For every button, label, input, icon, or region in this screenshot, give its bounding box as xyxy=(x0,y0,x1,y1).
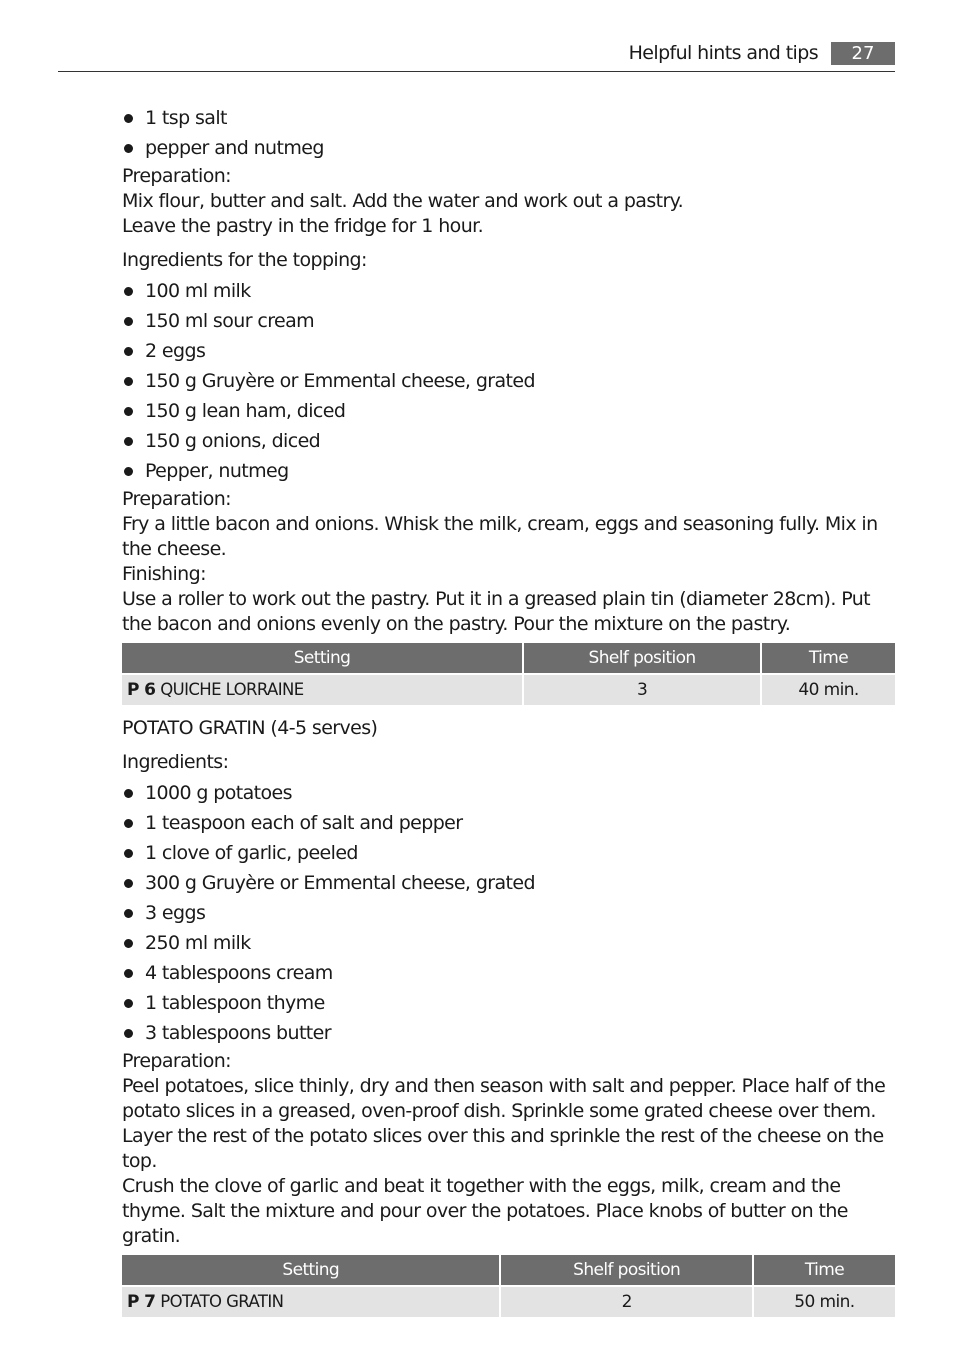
list-item: 2 eggs xyxy=(122,337,895,367)
table-header-time: Time xyxy=(754,1255,895,1285)
list-item: 250 ml milk xyxy=(122,929,895,959)
table-header-setting: Setting xyxy=(122,643,522,673)
shelf-cell: 3 xyxy=(524,675,760,705)
topping-preparation-label: Preparation: xyxy=(122,488,231,510)
program-name: POTATO GRATIN xyxy=(160,1292,284,1311)
gratin-preparation-text: Peel potatoes, slice thinly, dry and then season with salt and pepper. Place half of the potato slices in a greased, oven-proof dish. Sprinkle some grated cheese over them. Layer the rest of the potato slices over this and sprinkle the rest of the cheese on the top. xyxy=(122,1075,886,1172)
gratin-ingredients-label: Ingredients: xyxy=(122,751,229,773)
header-title: Helpful hints and tips xyxy=(628,42,818,64)
list-item: 1000 g potatoes xyxy=(122,779,895,809)
page-number: 27 xyxy=(831,42,895,65)
setting-cell xyxy=(122,1287,499,1317)
pastry-preparation-label: Preparation: xyxy=(122,165,231,187)
quiche-setting-table xyxy=(120,641,897,707)
finishing-text: Use a roller to work out the pastry. Put it in a greased plain tin (diameter 28cm). Put the bacon and onions evenly on the pastry. Pour the mixture on the pastry. xyxy=(122,588,871,635)
pastry-ingredient-list xyxy=(122,104,895,164)
list-item: 150 g lean ham, diced xyxy=(122,397,895,427)
topping-ingredient-list xyxy=(122,277,895,487)
page-header xyxy=(58,38,895,72)
pastry-preparation-line: Mix flour, butter and salt. Add the water and work out a pastry. xyxy=(122,190,684,212)
page-content xyxy=(122,104,895,1319)
shelf-cell: 2 xyxy=(501,1287,751,1317)
gratin-ingredient-list xyxy=(122,779,895,1049)
list-item: 150 ml sour cream xyxy=(122,307,895,337)
table-header-time: Time xyxy=(762,643,895,673)
list-item: 3 tablespoons butter xyxy=(122,1019,895,1049)
list-item: 300 g Gruyère or Emmental cheese, grated xyxy=(122,869,895,899)
list-item: 150 g Gruyère or Emmental cheese, grated xyxy=(122,367,895,397)
program-code: P 6 xyxy=(127,680,156,700)
gratin-title: POTATO GRATIN (4-5 serves) xyxy=(122,717,378,739)
program-name: QUICHE LORRAINE xyxy=(160,680,304,699)
list-item: 150 g onions, diced xyxy=(122,427,895,457)
topping-label: Ingredients for the topping: xyxy=(122,249,367,271)
list-item: 4 tablespoons cream xyxy=(122,959,895,989)
setting-cell xyxy=(122,675,522,705)
program-code: P 7 xyxy=(127,1292,156,1312)
table-header-shelf: Shelf position xyxy=(501,1255,751,1285)
list-item: 1 teaspoon each of salt and pepper xyxy=(122,809,895,839)
topping-preparation-text: Fry a little bacon and onions. Whisk the milk, cream, eggs and seasoning fully. Mix in the cheese. xyxy=(122,513,878,560)
table-header-setting: Setting xyxy=(122,1255,499,1285)
time-cell: 50 min. xyxy=(754,1287,895,1317)
gratin-setting-table xyxy=(120,1253,897,1319)
pastry-preparation-line: Leave the pastry in the fridge for 1 hour. xyxy=(122,215,484,237)
finishing-label: Finishing: xyxy=(122,563,206,585)
table-header-shelf: Shelf position xyxy=(524,643,760,673)
list-item: 3 eggs xyxy=(122,899,895,929)
list-item: 1 tablespoon thyme xyxy=(122,989,895,1019)
table-row xyxy=(122,675,895,705)
gratin-preparation-text: Crush the clove of garlic and beat it together with the eggs, milk, cream and the thyme. Salt the mixture and pour over the potatoes. Place knobs of butter on the gratin. xyxy=(122,1175,848,1247)
list-item: 1 tsp salt xyxy=(122,104,895,134)
list-item: pepper and nutmeg xyxy=(122,134,895,164)
list-item: 100 ml milk xyxy=(122,277,895,307)
table-row xyxy=(122,1287,895,1317)
list-item: 1 clove of garlic, peeled xyxy=(122,839,895,869)
list-item: Pepper, nutmeg xyxy=(122,457,895,487)
gratin-preparation-label: Preparation: xyxy=(122,1050,231,1072)
time-cell: 40 min. xyxy=(762,675,895,705)
